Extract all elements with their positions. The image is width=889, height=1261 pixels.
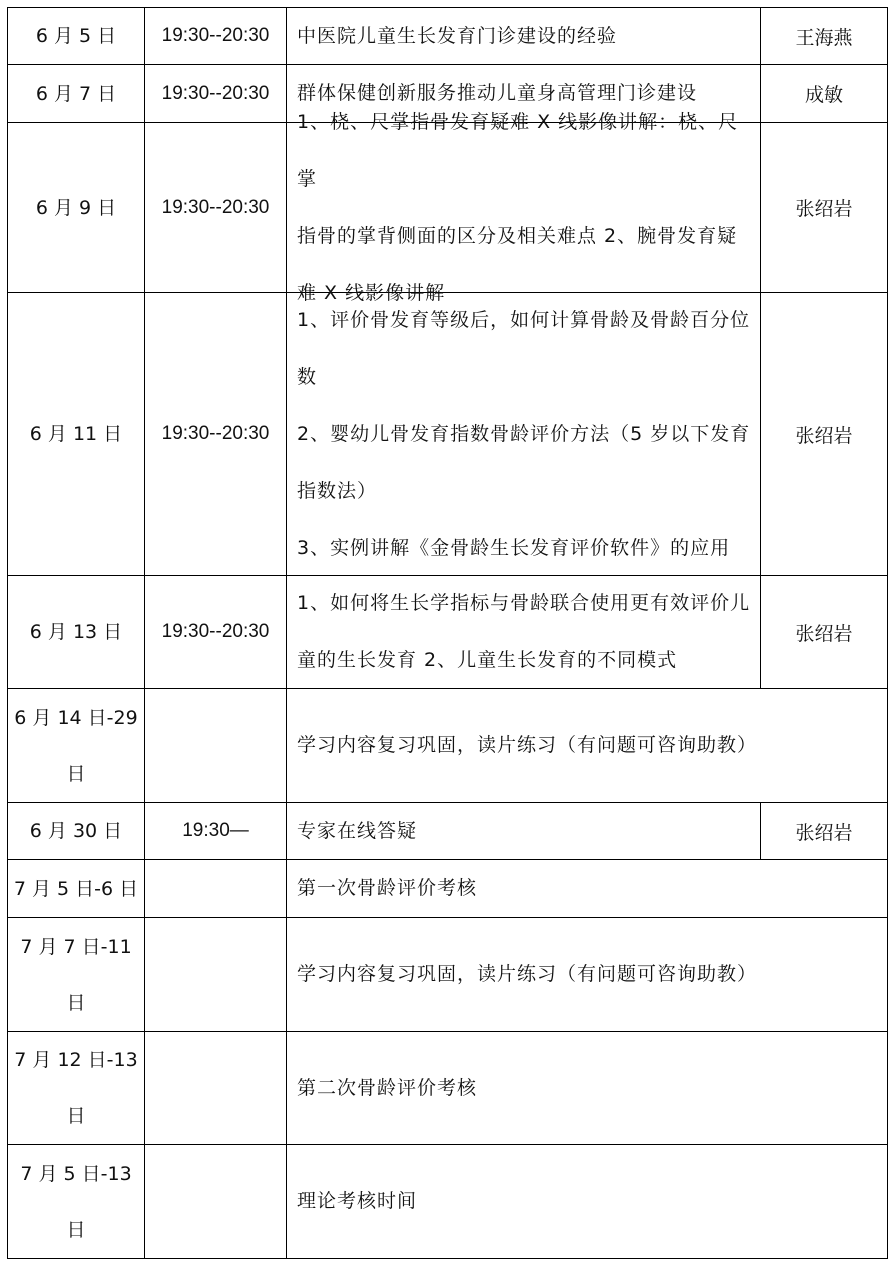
date-cell: 6 月 7 日 xyxy=(35,82,117,105)
topic-line: 指数法） xyxy=(297,479,378,502)
topic-cell: 中医院儿童生长发育门诊建设的经验 xyxy=(297,24,618,47)
topic-line: 1、评价骨发育等级后，如何计算骨龄及骨龄百分位 xyxy=(297,308,751,331)
topic-cell: 学习内容复习巩固，读片练习（有问题可咨询助教） xyxy=(297,734,758,756)
time-cell: 19:30--20:30 xyxy=(161,82,270,104)
time-cell xyxy=(145,1145,286,1258)
table-row xyxy=(0,1145,887,1258)
topic-cell: 学习内容复习巩固，读片练习（有问题可咨询助教） xyxy=(297,963,758,985)
time-cell: 19:30— xyxy=(182,820,249,841)
topic-line: 童的生长发育 2、儿童生长发育的不同模式 xyxy=(297,649,678,671)
table-row xyxy=(0,860,887,917)
table-row xyxy=(0,293,887,575)
topic-line: 1、桡、尺掌指骨发育疑难 X 线影像讲解：桡、尺掌 xyxy=(297,110,739,190)
topic-cell: 第二次骨龄评价考核 xyxy=(297,1076,478,1099)
date-cell: 6 月 5 日 xyxy=(35,25,117,47)
topic-cell: 第一次骨龄评价考核 xyxy=(297,877,478,899)
topic-cell xyxy=(287,110,760,304)
date-cell: 6 月 13 日 xyxy=(29,621,123,643)
table-row xyxy=(0,918,887,1031)
time-cell: 19:30--20:30 xyxy=(161,423,270,444)
topic-line: 1、如何将生长学指标与骨龄联合使用更有效评价儿 xyxy=(297,592,751,614)
speaker-cell: 张绍岩 xyxy=(795,821,853,844)
time-cell: 19:30--20:30 xyxy=(161,621,270,642)
speaker-cell: 张绍岩 xyxy=(795,198,853,220)
topic-line: 2、婴幼儿骨发育指数骨龄评价方法（5 岁以下发育 xyxy=(297,422,751,445)
table-border xyxy=(7,1258,888,1259)
topic-cell: 理论考核时间 xyxy=(297,1190,418,1212)
topic-line: 数 xyxy=(297,365,318,388)
date-line: 日 xyxy=(66,1218,86,1241)
speaker-cell: 王海燕 xyxy=(795,26,853,49)
table-row xyxy=(0,689,887,802)
time-cell xyxy=(145,860,286,917)
date-cell: 6 月 9 日 xyxy=(35,196,117,219)
time-cell xyxy=(145,689,286,802)
date-line: 日 xyxy=(66,1105,86,1127)
date-cell: 7 月 5 日-6 日 xyxy=(13,877,139,900)
table-row xyxy=(0,110,887,304)
date-line: 日 xyxy=(66,762,86,785)
date-cell xyxy=(8,1145,144,1258)
topic-cell xyxy=(287,293,760,575)
date-line: 7 月 12 日-13 xyxy=(14,1049,138,1071)
topic-line: 3、实例讲解《金骨龄生长发育评价软件》的应用 xyxy=(297,536,731,559)
date-cell xyxy=(8,689,144,802)
time-cell: 19:30--20:30 xyxy=(161,196,270,218)
date-line: 6 月 14 日-29 xyxy=(14,706,138,729)
topic-cell: 专家在线答疑 xyxy=(297,819,418,842)
topic-cell: 群体保健创新服务推动儿童身高管理门诊建设 xyxy=(297,82,698,104)
date-line: 日 xyxy=(66,991,86,1014)
speaker-cell: 张绍岩 xyxy=(795,622,853,645)
topic-cell xyxy=(287,576,760,688)
table-border xyxy=(887,7,888,1259)
date-cell xyxy=(8,1032,144,1144)
date-line: 7 月 7 日-11 xyxy=(20,935,132,958)
time-cell: 19:30--20:30 xyxy=(161,25,270,46)
table-row xyxy=(0,803,887,859)
topic-line: 难 X 线影像讲解 xyxy=(297,281,446,304)
table-row xyxy=(0,1032,887,1144)
date-cell: 6 月 30 日 xyxy=(29,820,123,842)
time-cell xyxy=(145,918,286,1031)
topic-line: 指骨的掌背侧面的区分及相关难点 2、腕骨发育疑 xyxy=(297,224,738,247)
date-cell xyxy=(8,918,144,1031)
table-row xyxy=(0,576,887,688)
table-row xyxy=(0,8,887,64)
speaker-cell: 成敏 xyxy=(804,84,843,106)
date-line: 7 月 5 日-13 xyxy=(20,1162,132,1185)
date-cell: 6 月 11 日 xyxy=(29,423,123,445)
speaker-cell: 张绍岩 xyxy=(795,424,853,447)
time-cell xyxy=(145,1032,286,1144)
